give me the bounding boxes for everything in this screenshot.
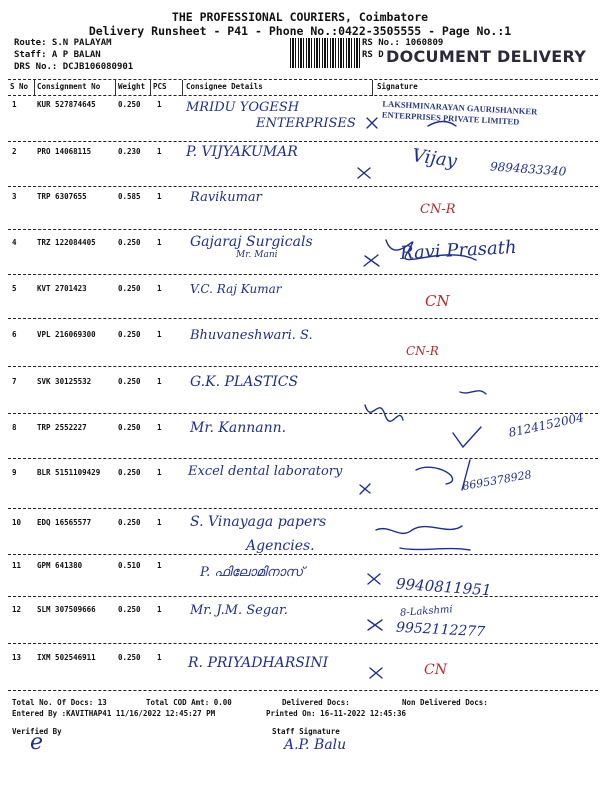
tick-mark xyxy=(368,574,380,584)
row-consignment: GPM 641380 xyxy=(37,561,83,570)
row-phone-note: 9894833340 xyxy=(489,159,567,179)
row-weight: 0.250 xyxy=(118,423,141,432)
row-consignee: Gajaraj Surgicals xyxy=(190,234,313,250)
row-consignment: BLR 5151109429 xyxy=(37,468,101,477)
row-pcs: 1 xyxy=(157,468,162,477)
row-sno: 7 xyxy=(12,377,17,386)
tick-mark xyxy=(367,118,377,128)
row-phone-note: 8695378928 xyxy=(461,468,533,493)
row-consignee: Mr. Kannann. xyxy=(190,420,287,436)
row-consignee: R. PRIYADHARSINI xyxy=(188,655,329,671)
row-phone-note: 8124152004 xyxy=(507,410,585,440)
row-phone-note: 9940811951 xyxy=(395,574,492,600)
row-consignment: KVT 2701423 xyxy=(37,284,87,293)
row-consignee: V.C. Raj Kumar xyxy=(190,282,282,296)
company-stamp: LAKSHMINARAYAN GAURISHANKER ENTERPRISES PRIVATE LIMITED xyxy=(381,98,538,127)
row-pcs: 1 xyxy=(157,605,162,614)
row-consignment: TRP 6307655 xyxy=(37,192,87,201)
document-delivery-stamp: DOCUMENT DELIVERY xyxy=(386,47,587,66)
total-cod: Total COD Amt: 0.00 xyxy=(146,698,232,707)
row-sno: 2 xyxy=(12,147,17,156)
scribble xyxy=(400,548,470,550)
row-pcs: 1 xyxy=(157,100,162,109)
col-sno: S No xyxy=(10,82,29,91)
row-consignee: S. Vinayaga papers xyxy=(190,514,327,530)
printed-on: Printed On: 16-11-2022 12:45:36 xyxy=(266,709,406,718)
row-pcs: 1 xyxy=(157,561,162,570)
row-consignee: Ravikumar xyxy=(190,190,262,205)
row-consignment: TRZ 122084405 xyxy=(37,238,96,247)
row-consignee: Bhuvaneshwari. S. xyxy=(190,328,313,343)
row-weight: 0.230 xyxy=(118,147,141,156)
tick-mark xyxy=(364,255,379,266)
route-label: Route: S.N PALAYAM xyxy=(14,38,112,48)
scribble xyxy=(386,240,476,260)
row-pcs: 1 xyxy=(157,330,162,339)
tick-mark xyxy=(360,484,370,494)
row-consignee-line2: Agencies. xyxy=(246,538,315,554)
total-docs: Total No. Of Docs: 13 xyxy=(12,698,107,707)
company-title: THE PROFESSIONAL COURIERS, Coimbatore xyxy=(171,10,429,24)
row-weight: 0.250 xyxy=(118,238,141,247)
verified-by-label: Verified By xyxy=(12,727,62,736)
staff-signature-label: Staff Signature xyxy=(272,727,340,736)
tick-mark xyxy=(358,168,370,178)
scribble xyxy=(428,122,456,127)
row-signature: Vijay xyxy=(410,144,459,173)
row-sno: 8 xyxy=(12,423,17,432)
runsheet-subtitle: Delivery Runsheet - P41 - Phone No.:0422-3505555 - Page No.:1 xyxy=(88,24,512,38)
scribble xyxy=(460,391,486,394)
row-consignee: MRIDU YOGESH xyxy=(186,100,300,115)
row-sno: 4 xyxy=(12,238,17,247)
row-weight: 0.250 xyxy=(118,284,141,293)
non-delivered-docs: Non Delivered Docs: xyxy=(402,698,488,707)
rs-number: RS No.: 1060809 xyxy=(362,38,444,48)
row-signature: 8-Lakshmi xyxy=(399,604,453,619)
row-consignment: TRP 2552227 xyxy=(37,423,87,432)
scribble xyxy=(462,460,470,490)
scribble xyxy=(376,526,462,533)
row-status-mark: CN xyxy=(424,662,447,678)
row-phone-note: 9952112277 xyxy=(395,619,486,641)
row-consignment: KUR 527874645 xyxy=(37,100,96,109)
row-pcs: 1 xyxy=(157,192,162,201)
row-consignment: PRO 14068115 xyxy=(37,147,92,156)
row-consignment: IXM 502546911 xyxy=(37,653,96,662)
row-consignment: VPL 216069300 xyxy=(37,330,96,339)
row-sno: 1 xyxy=(12,100,17,109)
scribble xyxy=(416,467,453,484)
col-consignment: Consignment No xyxy=(37,82,101,91)
rs-date-label: RS D xyxy=(362,50,384,60)
tick-mark xyxy=(368,620,382,630)
row-sno: 10 xyxy=(12,518,22,527)
row-signature: Ravi Prasath xyxy=(399,236,518,265)
row-sno: 13 xyxy=(12,653,22,662)
row-weight: 0.585 xyxy=(118,192,141,201)
row-consignee: Excel dental laboratory xyxy=(188,464,343,479)
row-status-mark: CN-R xyxy=(406,344,439,358)
row-pcs: 1 xyxy=(157,653,162,662)
row-weight: 0.250 xyxy=(118,330,141,339)
scribble xyxy=(365,405,403,421)
staff-label: Staff: A P BALAN xyxy=(14,50,101,60)
row-sno: 3 xyxy=(12,192,17,201)
row-pcs: 1 xyxy=(157,377,162,386)
col-weight: Weight xyxy=(118,82,146,91)
row-sno: 9 xyxy=(12,468,17,477)
row-pcs: 1 xyxy=(157,238,162,247)
row-consignment: EDQ 16565577 xyxy=(37,518,92,527)
row-consignee: P. ഫിലോമിനാസ് xyxy=(200,565,304,580)
row-status-mark: CN-R xyxy=(420,202,456,217)
tick-mark xyxy=(453,427,481,447)
row-pcs: 1 xyxy=(157,423,162,432)
row-weight: 0.510 xyxy=(118,561,141,570)
drs-number: DRS No.: DCJB106080901 xyxy=(14,62,134,72)
row-sno: 12 xyxy=(12,605,22,614)
delivered-docs: Delivered Docs: xyxy=(282,698,350,707)
row-consignee: Mr. J.M. Segar. xyxy=(190,603,288,618)
row-pcs: 1 xyxy=(157,284,162,293)
row-sno: 11 xyxy=(12,561,22,570)
row-consignee: G.K. PLASTICS xyxy=(190,374,299,390)
row-status-mark: CN xyxy=(425,292,450,310)
col-pcs: PCS xyxy=(153,82,167,91)
verified-signature: e xyxy=(30,730,44,755)
row-sno: 6 xyxy=(12,330,17,339)
row-consignment: SLM 307509666 xyxy=(37,605,96,614)
col-consignee: Consignee Details xyxy=(186,82,263,91)
row-weight: 0.250 xyxy=(118,377,141,386)
row-weight: 0.250 xyxy=(118,605,141,614)
row-pcs: 1 xyxy=(157,147,162,156)
row-consignee-line2: Mr. Mani xyxy=(236,250,278,260)
tick-mark xyxy=(370,668,382,678)
row-consignment: SVK 30125532 xyxy=(37,377,92,386)
row-weight: 0.250 xyxy=(118,518,141,527)
row-pcs: 1 xyxy=(157,518,162,527)
row-sno: 5 xyxy=(12,284,17,293)
col-signature: Signature xyxy=(377,82,418,91)
row-weight: 0.250 xyxy=(118,653,141,662)
row-consignee-line2: ENTERPRISES xyxy=(256,116,356,131)
row-weight: 0.250 xyxy=(118,100,141,109)
entered-by: Entered By :KAVITHAP41 11/16/2022 12:45:27 PM xyxy=(12,709,216,718)
staff-signature: A.P. Balu xyxy=(284,737,347,753)
row-weight: 0.250 xyxy=(118,468,141,477)
row-consignee: P. VIJYAKUMAR xyxy=(186,144,298,160)
